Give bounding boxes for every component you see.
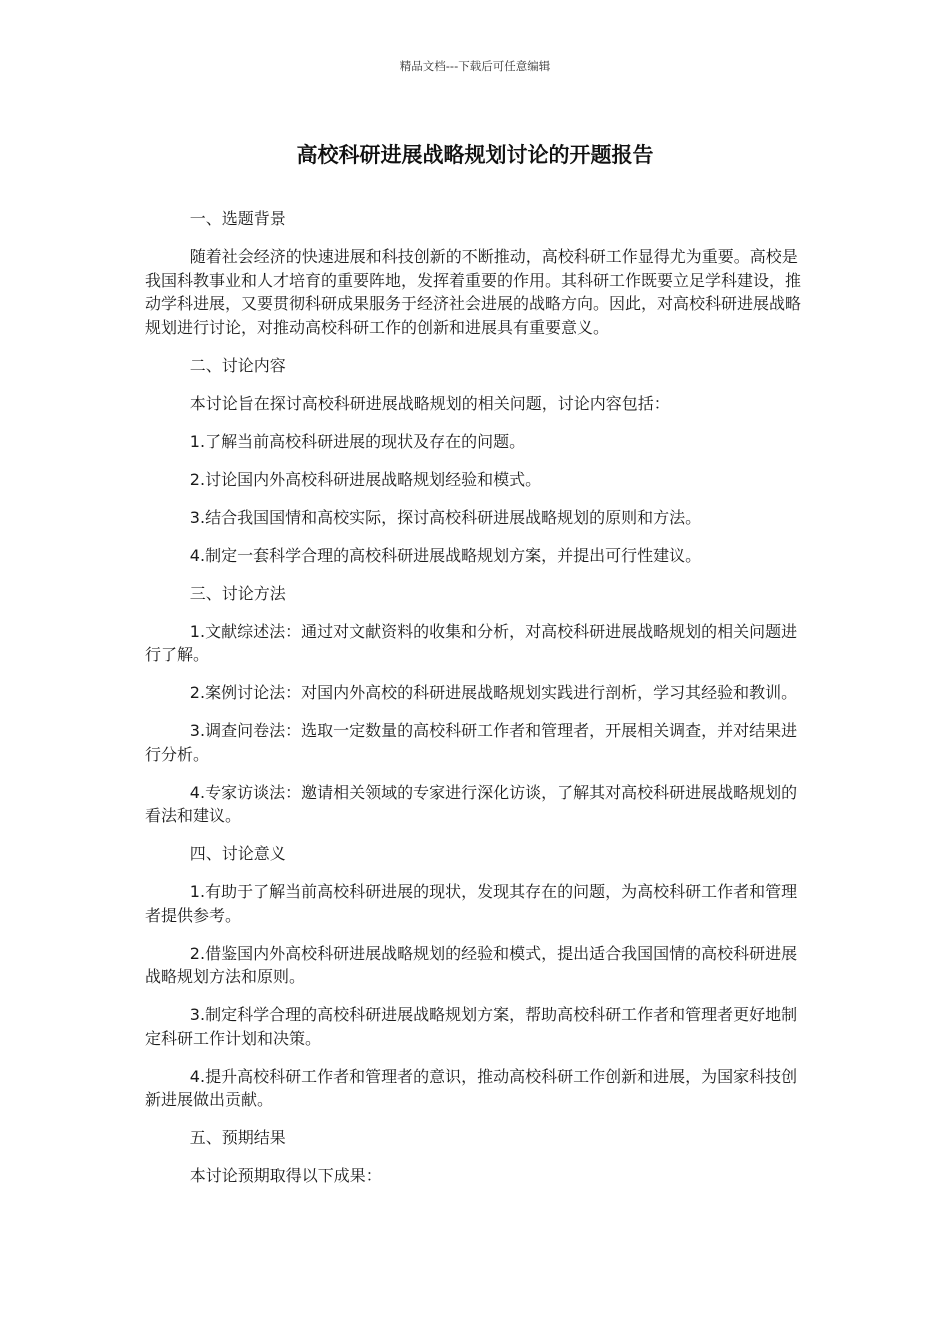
list-item-method-3: 3.调查问卷法：选取一定数量的高校科研工作者和管理者，开展相关调查，并对结果进行分析。: [145, 721, 798, 764]
paragraph-content-intro: 本讨论旨在探讨高校科研进展战略规划的相关问题，讨论内容包括：: [189, 393, 670, 413]
list-item-content-4: 4.制定一套科学合理的高校科研进展战略规划方案，并提出可行性建议。: [189, 545, 702, 565]
section-heading-background: 一、选题背景: [189, 209, 286, 228]
list-item-content-1: 1.了解当前高校科研进展的现状及存在的问题。: [189, 431, 526, 451]
list-item-method-2: 2.案例讨论法：对国内外高校的科研进展战略规划实践进行剖析，学习其经验和教训。: [189, 683, 798, 702]
list-item-significance-2: 2.借鉴国内外高校科研进展战略规划的经验和模式，提出适合我国国情的高校科研进展战略规划方法和原则。: [145, 943, 798, 986]
list-item-significance-4: 4.提升高校科研工作者和管理者的意识，推动高校科研工作创新和进展，为国家科技创新进展做出贡献。: [145, 1066, 798, 1109]
document-body: [145, 207, 805, 1202]
section-heading-content: 二、讨论内容: [189, 355, 286, 375]
list-item-significance-3: 3.制定科学合理的高校科研进展战略规划方案，帮助高校科研工作者和管理者更好地制定科研工作计划和决策。: [145, 1005, 798, 1048]
list-item-significance-1: 1.有助于了解当前高校科研进展的现状，发现其存在的问题，为高校科研工作者和管理者提供参考。: [145, 882, 798, 925]
paragraph-expected-results-intro: 本讨论预期取得以下成果：: [189, 1166, 382, 1185]
list-item-method-4: 4.专家访谈法：邀请相关领域的专家进行深化访谈，了解其对高校科研进展战略规划的看法和建议。: [145, 782, 798, 825]
section-heading-expected-results: 五、预期结果: [189, 1128, 286, 1147]
list-item-content-2: 2.讨论国内外高校科研进展战略规划经验和模式。: [189, 469, 542, 489]
paragraph-background: 随着社会经济的快速进展和科技创新的不断推动，高校科研工作显得尤为重要。高校是我国科教事业和人才培育的重要阵地，发挥着重要的作用。其科研工作既要立足学科建设，推动学科进展，又要贯彻科研成果服务于经济社会进展的战略方向。因此，对高校科研进展战略规划进行讨论，对推动高校科研工作的创新和进展具有重要意义。: [145, 247, 802, 337]
section-heading-methods: 三、讨论方法: [189, 583, 286, 603]
header-note: 精品文档---下载后可任意编辑: [399, 59, 551, 73]
document-title: 高校科研进展战略规划讨论的开题报告: [296, 143, 654, 167]
section-heading-significance: 四、讨论意义: [189, 844, 286, 863]
list-item-content-3: 3.结合我国国情和高校实际，探讨高校科研进展战略规划的原则和方法。: [189, 507, 702, 527]
list-item-method-1: 1.文献综述法：通过对文献资料的收集和分析，对高校科研进展战略规划的相关问题进行了解。: [145, 621, 798, 664]
